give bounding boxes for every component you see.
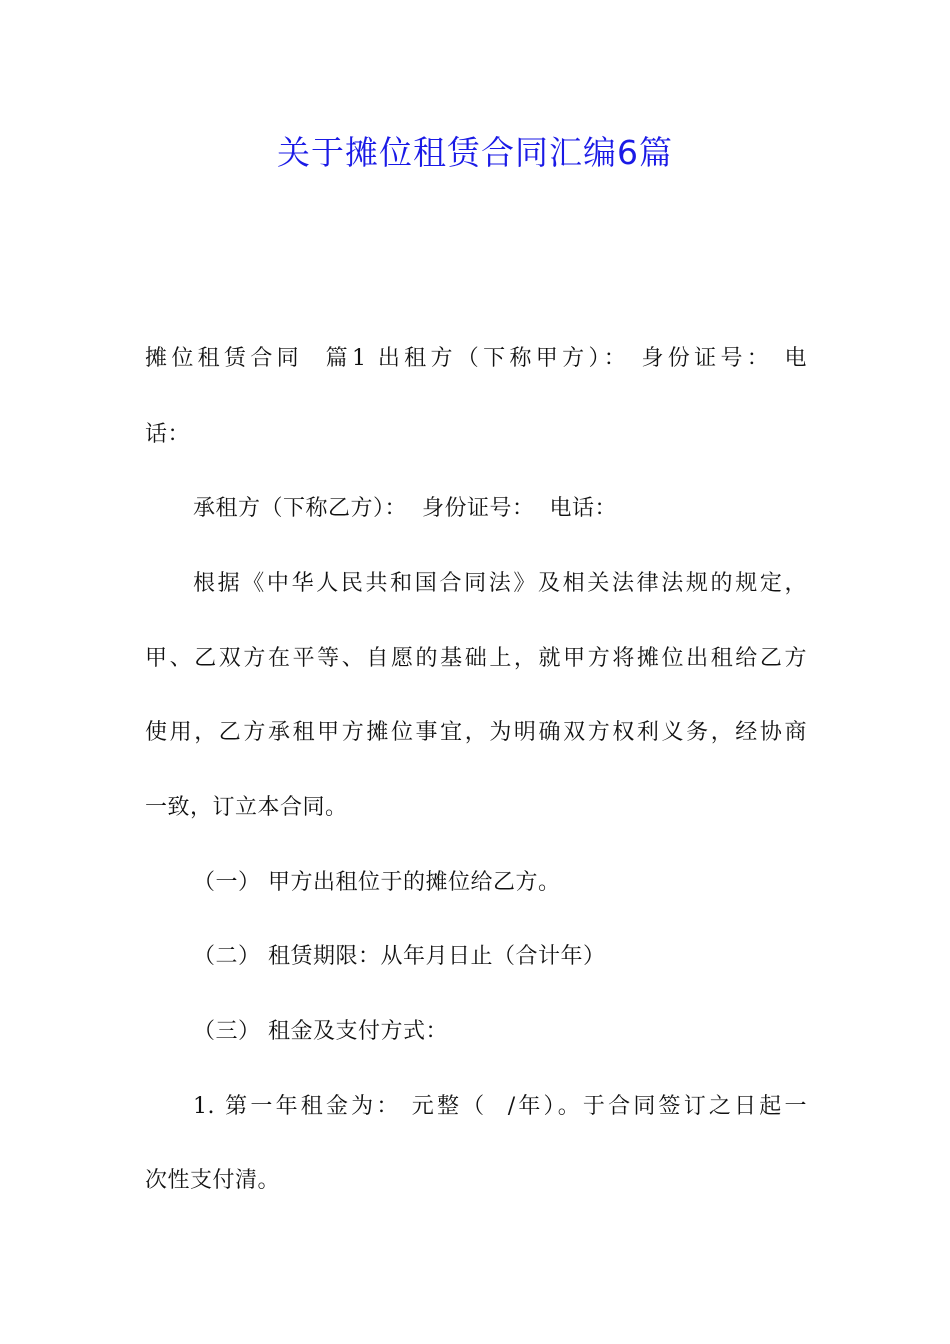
contract-heading: 摊位租赁合同 篇1 bbox=[145, 346, 367, 371]
paragraph-line-1 bbox=[145, 342, 807, 376]
lessor-phone-label: 电 bbox=[784, 346, 807, 371]
clause-3: （三） 租金及支付方式： bbox=[193, 1019, 448, 1044]
clause-2: （二） 租赁期限：从年月日止（合计年） bbox=[193, 944, 606, 969]
lessee-line: 承租方（下称乙方）： 身份证号： 电话： bbox=[193, 496, 617, 521]
lessor-id-label: 身份证号： bbox=[641, 346, 774, 371]
rent-line-start: 1. 第一年租金为： bbox=[193, 1094, 402, 1119]
rent-line bbox=[193, 1090, 807, 1124]
paragraph-line-2: 话： bbox=[145, 422, 191, 447]
paragraph-line-4: 根据《中华人民共和国合同法》及相关法律法规的规定， bbox=[193, 571, 807, 596]
clause-1: （一） 甲方出租位于的摊位给乙方。 bbox=[193, 870, 561, 895]
paragraph-line-6: 使用，乙方承租甲方摊位事宜，为明确双方权利义务，经协商 bbox=[145, 720, 807, 745]
rent-line-end: 次性支付清。 bbox=[145, 1168, 281, 1193]
rent-line-middle: 元整（ /年）。于合同签订之日起一 bbox=[411, 1094, 808, 1119]
lessor-label: 出租方（下称甲方）： bbox=[377, 346, 631, 371]
paragraph-line-5: 甲、乙双方在平等、自愿的基础上，就甲方将摊位出租给乙方 bbox=[145, 646, 807, 671]
document-title: 关于摊位租赁合同汇编6篇 bbox=[277, 133, 673, 172]
paragraph-line-7: 一致，订立本合同。 bbox=[145, 795, 348, 820]
